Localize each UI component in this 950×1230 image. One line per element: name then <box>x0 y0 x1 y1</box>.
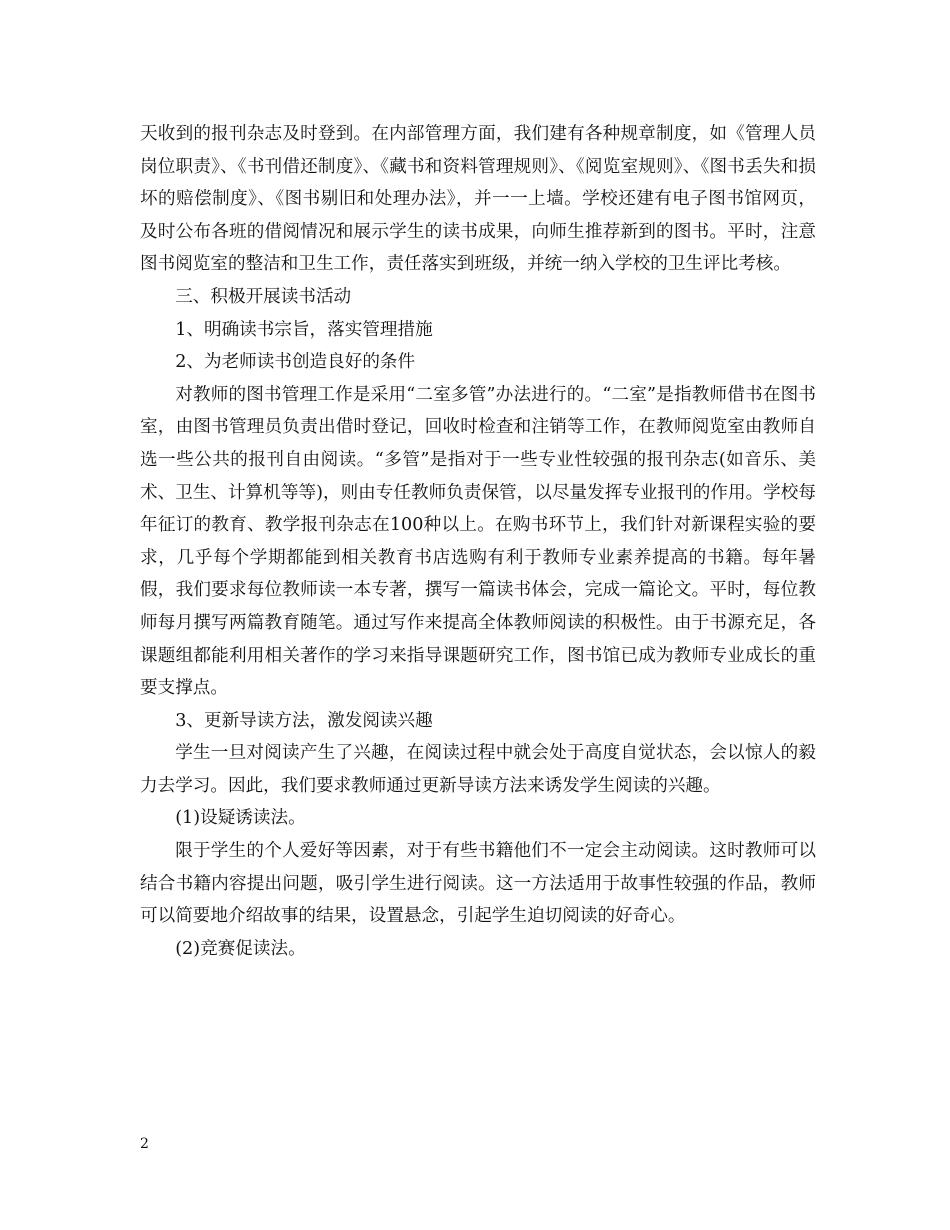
paragraph-regulations: 天收到的报刊杂志及时登到。在内部管理方面，我们建有各种规章制度，如《管理人员岗位职责》、《书刊借还制度》、《藏书和资料管理规则》、《阅览室规则》、《图书丢失和损坏的赔偿制度》、《图书剔旧和处理办法》，并一一上墙。学校还建有电子图书馆网页，及时公布各班的借阅情况和展示学生的读书成果，向师生推荐新到的图书。平时，注意图书阅览室的整洁和卫生工作，责任落实到班级，并统一纳入学校的卫生评比考核。 <box>140 124 816 275</box>
method-heading-1: (1)设疑诱读法。 <box>175 808 306 829</box>
paragraph-teacher-management: 对教师的图书管理工作是采用“二室多管”办法进行的。“二室”是指教师借书在图书室，由图书管理员负责出借时登记，回收时检查和注销等工作，在教师阅览室由教师自选一些公共的报刊自由阅读。“多管”是指对于一些专业性较强的报刊杂志(如音乐、美术、卫生、计算机等等)，则由专任教师负责保管，以尽量发挥专业报刊的作用。学校每年征订的教育、教学报刊杂志在100种以上。在购书环节上，我们针对新课程实验的要求，几乎每个学期都能到相关教育书店选购有利于教师专业素养提高的书籍。每年暑假，我们要求每位教师读一本专著，撰写一篇读书体会，完成一篇论文。平时，每位教师每月撰写两篇教育随笔。通过写作来提高全体教师阅读的积极性。由于书源充足，各课题组都能利用相关著作的学习来指导课题研究工作，图书馆已成为教师专业成长的重要支撑点。 <box>140 384 816 699</box>
section-heading-reading-activities: 三、积极开展读书活动 <box>175 286 352 307</box>
body-text <box>140 118 816 965</box>
subheading-2: 2、为老师读书创造良好的条件 <box>175 352 416 373</box>
page-number: 2 <box>140 1136 149 1152</box>
subheading-1: 1、明确读书宗旨，落实管理措施 <box>175 319 433 340</box>
paragraph-student-interest: 学生一旦对阅读产生了兴趣，在阅读过程中就会处于高度自觉状态，会以惊人的毅力去学习。因此，我们要求教师通过更新导读方法来诱发学生阅读的兴趣。 <box>140 743 816 796</box>
subheading-3: 3、更新导读方法，激发阅读兴趣 <box>175 710 433 731</box>
method-heading-2: (2)竞赛促读法。 <box>175 938 306 959</box>
paragraph-question-method: 限于学生的个人爱好等因素，对于有些书籍他们不一定会主动阅读。这时教师可以结合书籍内容提出问题，吸引学生进行阅读。这一方法适用于故事性较强的作品，教师可以简要地介绍故事的结果，设置悬念，引起学生迫切阅读的好奇心。 <box>140 841 816 927</box>
